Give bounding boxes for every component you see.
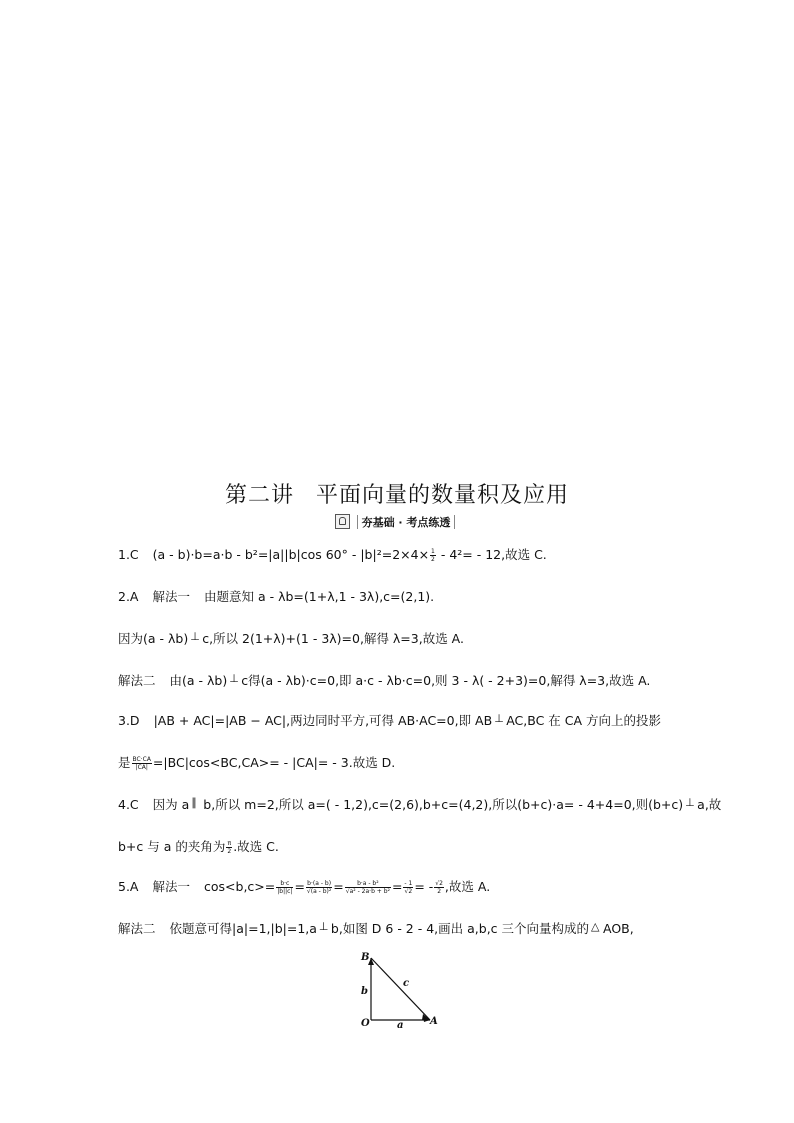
answer-text: cos<b,c>= bbox=[204, 879, 276, 894]
page-title bbox=[0, 478, 794, 509]
method-label: 解法二 bbox=[118, 673, 156, 688]
answer-number: 3.D bbox=[118, 713, 140, 728]
label-B: B bbox=[361, 952, 370, 963]
label-O: O bbox=[361, 1018, 370, 1029]
answer-number: 2.A bbox=[118, 589, 139, 604]
answer-text: 依题意可得|a|=1,|b|=1,a bbox=[169, 921, 317, 936]
label-b: b bbox=[361, 986, 368, 997]
answer-text: 由(a - λb) bbox=[169, 673, 228, 688]
answer-line-8 bbox=[118, 839, 279, 855]
answer-text: b+c 与 a 的夹角为 bbox=[118, 839, 226, 854]
answer-line-10: 解法二 依题意可得|a|=1,|b|=1,a ⊥ b,如图 D 6 - 2 - 4,画出 a,b,c 三个向量构成的 △ AOB, bbox=[118, 920, 634, 936]
answer-text: b,所以 m=2,所以 a=( - 1,2),c=(2,6),b+c=(4,2),所以(b+c)·a= - 4+4=0,则(b+c) bbox=[203, 797, 684, 812]
section-label: 夯基础 · 考点练透 bbox=[361, 516, 451, 529]
answer-text: .故选 C. bbox=[233, 839, 279, 854]
answer-line-3: 因为(a - λb) ⊥ c,所以 2(1+λ)+(1 - 3λ)=0,解得 λ=3,故选 A. bbox=[118, 630, 464, 646]
title-part2: 平面向量的数量积及应用 bbox=[316, 483, 570, 508]
lightbulb-icon bbox=[335, 514, 350, 529]
answer-line-9: 5.A 解法一 cos<b,c>= $\frac{b\cdot c}{|b||c|}$ = $\frac{b\cdot(a - b)}{\text{√(a - b)²}}$ = $\frac{\text{b·a - b²}}{\text{√a² - 2a·b + b²}}$ = $\frac{- 1}{√2}$ = - $\frac{√2}{2}$ ,故选 A. bbox=[118, 879, 491, 895]
answer-text: (a - b)·b=a·b - b²=|a||b|cos 60° - |b|²=2×4× bbox=[152, 547, 430, 562]
answer-number: 4.C bbox=[118, 797, 139, 812]
fraction: $\frac{b\cdot(a - b)}{\text{√(a - b)²}}$ bbox=[306, 880, 332, 895]
label-c: c bbox=[403, 978, 410, 989]
answer-line-2 bbox=[118, 589, 434, 605]
answer-text: 因为 a bbox=[152, 797, 190, 812]
answer-text: - 4²= - 12,故选 C. bbox=[436, 547, 547, 562]
answer-text: c,所以 2(1+λ)+(1 - 3λ)=0,解得 λ=3,故选 A. bbox=[202, 631, 464, 646]
label-a: a bbox=[397, 1020, 404, 1031]
divider bbox=[454, 515, 455, 529]
answer-text: 是 bbox=[118, 755, 131, 770]
answer-text: AOB, bbox=[603, 921, 634, 936]
answer-line-7: 4.C 因为 a ∥ b,所以 m=2,所以 a=( - 1,2),c=(2,6),b+c=(4,2),所以(b+c)·a= - 4+4=0,则(b+c) ⊥ a,故 bbox=[118, 796, 722, 812]
answer-text: 因为(a - λb) bbox=[118, 631, 189, 646]
answer-text: c得(a - λb)·c=0,即 a·c - λb·c=0,则 3 - λ( - 2+3)=0,解得 λ=3,故选 A. bbox=[241, 673, 651, 688]
method-label: 解法一 bbox=[152, 879, 190, 894]
answer-text: b,如图 D 6 - 2 - 4,画出 a,b,c 三个向量构成的 bbox=[330, 921, 590, 936]
answer-line-1 bbox=[118, 547, 547, 563]
answer-text: a,故 bbox=[697, 797, 722, 812]
method-label: 解法一 bbox=[152, 589, 190, 604]
answer-number: 1.C bbox=[118, 547, 139, 562]
title-part1: 第二讲 bbox=[224, 483, 294, 508]
fraction: $\frac{1}{2}$ bbox=[431, 548, 435, 563]
triangle-figure bbox=[350, 950, 440, 1034]
answer-line-5: 3.D |AB + AC|=|AB − AC|,两边同时平方,可得 AB·AC=0,即 AB ⊥ AC,BC 在 CA 方向上的投影 bbox=[118, 712, 662, 728]
arrowhead-c bbox=[422, 1014, 430, 1020]
fraction: $\frac{b\cdot c}{|b||c|}$ bbox=[277, 880, 293, 895]
answer-number: 5.A bbox=[118, 879, 139, 894]
fraction: $\frac{BC\cdot CA}{|CA|}$ bbox=[132, 756, 151, 771]
label-A: A bbox=[430, 1016, 438, 1027]
fraction: $\frac{\pi}{2}$ bbox=[227, 840, 232, 855]
fraction: $\frac{- 1}{√2}$ bbox=[404, 880, 413, 895]
answer-text: ,故选 A. bbox=[444, 879, 491, 894]
fraction: $\frac{\text{b·a - b²}}{\text{√a² - 2a·b + b²}}$ bbox=[345, 880, 390, 895]
divider bbox=[357, 515, 358, 529]
method-label: 解法二 bbox=[118, 921, 156, 936]
side-c bbox=[371, 958, 430, 1020]
answer-text: =|BC|cos<BC,CA>= - |CA|= - 3.故选 D. bbox=[152, 755, 396, 770]
answer-line-4: 解法二 由(a - λb) ⊥ c得(a - λb)·c=0,即 a·c - λb·c=0,则 3 - λ( - 2+3)=0,解得 λ=3,故选 A. bbox=[118, 672, 651, 688]
answer-text: = - bbox=[414, 879, 434, 894]
answer-text: |AB + AC|=|AB − AC|,两边同时平方,可得 AB·AC=0,即 AB bbox=[153, 713, 493, 728]
fraction: $\frac{√2}{2}$ bbox=[435, 880, 443, 895]
section-header bbox=[0, 514, 794, 530]
answer-text: 由题意知 a - λb=(1+λ,1 - 3λ),c=(2,1). bbox=[204, 589, 435, 604]
answer-line-6 bbox=[118, 755, 395, 771]
answer-text: AC,BC 在 CA 方向上的投影 bbox=[506, 713, 662, 728]
